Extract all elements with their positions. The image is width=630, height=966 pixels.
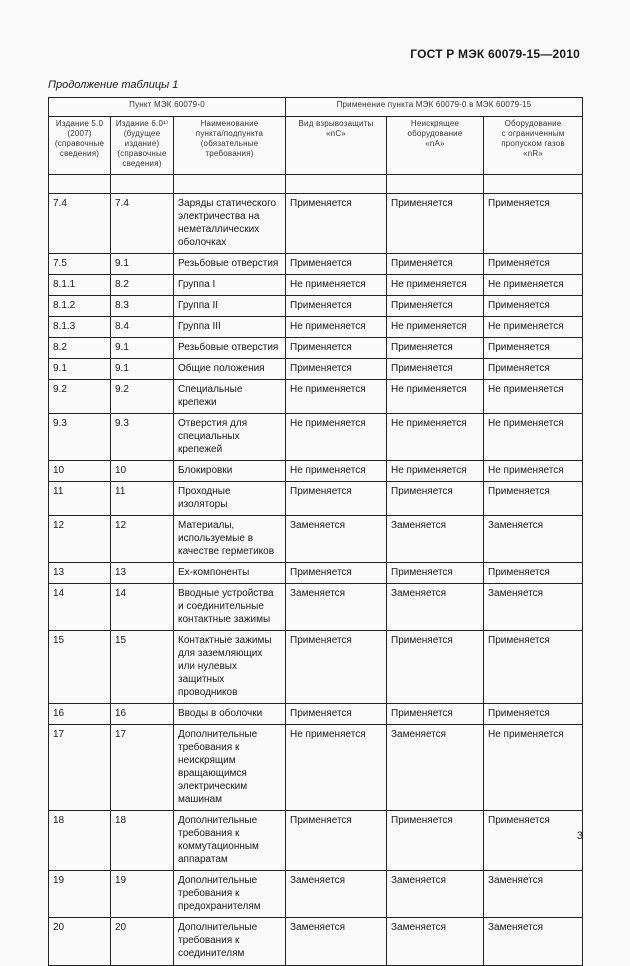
- cell-nc: Заменяется: [286, 584, 387, 631]
- table-row: [49, 871, 583, 918]
- cell-edition-5: 15: [49, 631, 111, 704]
- cell-edition-5: 13: [49, 563, 111, 584]
- cell-clause-name: Дополнительные требования к предохранителям: [174, 871, 286, 918]
- cell-nc: Не применяется: [286, 380, 387, 414]
- cell-nc: Применяется: [286, 811, 387, 871]
- cell-clause-name: Отверстия для специальных крепежей: [174, 414, 286, 461]
- cell-clause-name: Ех-компоненты: [174, 563, 286, 584]
- cell-nr: Применяется: [484, 194, 583, 254]
- cell-nr: Применяется: [484, 359, 583, 380]
- cell-nc: Не применяется: [286, 414, 387, 461]
- cell-nc: Применяется: [286, 296, 387, 317]
- cell-edition-5: 8.1.2: [49, 296, 111, 317]
- page-number: 3: [576, 830, 583, 842]
- cell-nr: Заменяется: [484, 584, 583, 631]
- clause-table: [48, 97, 583, 966]
- cell-na: Не применяется: [387, 414, 484, 461]
- cell-nc: Не применяется: [286, 317, 387, 338]
- cell-nc: Применяется: [286, 338, 387, 359]
- cell-na: Заменяется: [387, 516, 484, 563]
- cell-nr: Заменяется: [484, 918, 583, 966]
- cell-nc: Заменяется: [286, 516, 387, 563]
- cell-na: Не применяется: [387, 317, 484, 338]
- cell-nr: Применяется: [484, 704, 583, 725]
- cell-nc: Применяется: [286, 482, 387, 516]
- cell-edition-5: 8.1.1: [49, 275, 111, 296]
- cell-edition-5: 9.3: [49, 414, 111, 461]
- cell-nr: Заменяется: [484, 871, 583, 918]
- cell-nr: Не применяется: [484, 275, 583, 296]
- table-caption: Продолжение таблицы 1: [48, 79, 179, 91]
- column-header-edition-5: Издание 5.0 (2007) (справочные сведения): [49, 117, 111, 175]
- cell-nr: Не применяется: [484, 380, 583, 414]
- cell-edition-6: 9.3: [111, 414, 174, 461]
- cell-na: Заменяется: [387, 584, 484, 631]
- cell-edition-6: 15: [111, 631, 174, 704]
- cell-edition-5: 9.2: [49, 380, 111, 414]
- cell-edition-5: 8.2: [49, 338, 111, 359]
- cell-nr: Не применяется: [484, 317, 583, 338]
- cell-na: Не применяется: [387, 461, 484, 482]
- cell-nc: Применяется: [286, 254, 387, 275]
- cell-edition-6: 11: [111, 482, 174, 516]
- cell-nr: Применяется: [484, 296, 583, 317]
- cell-nc: Применяется: [286, 704, 387, 725]
- cell-nc: Заменяется: [286, 871, 387, 918]
- table-row: [49, 704, 583, 725]
- table-row: [49, 317, 583, 338]
- cell-clause-name: Контактные зажимы для заземляющих или нулевых защитных проводников: [174, 631, 286, 704]
- cell-edition-5: 18: [49, 811, 111, 871]
- cell-clause-name: Резьбовые отверстия: [174, 338, 286, 359]
- column-header-nc: Вид взрывозащиты «nC»: [286, 117, 387, 175]
- column-header-na: Неискрящее оборудование «nA»: [387, 117, 484, 175]
- cell-nr: Не применяется: [484, 461, 583, 482]
- cell-edition-5: 12: [49, 516, 111, 563]
- cell-edition-6: 19: [111, 871, 174, 918]
- cell-nr: Не применяется: [484, 725, 583, 811]
- cell-na: Применяется: [387, 254, 484, 275]
- cell-nc: Не применяется: [286, 725, 387, 811]
- cell-edition-6: 20: [111, 918, 174, 966]
- cell-edition-6: 18: [111, 811, 174, 871]
- cell-edition-5: 8.1.3: [49, 317, 111, 338]
- cell-edition-5: 11: [49, 482, 111, 516]
- cell-edition-6: 8.2: [111, 275, 174, 296]
- table-row: [49, 414, 583, 461]
- cell-clause-name: Общие положения: [174, 359, 286, 380]
- table-row: [49, 918, 583, 966]
- cell-nr: Применяется: [484, 631, 583, 704]
- cell-na: Заменяется: [387, 871, 484, 918]
- cell-na: Заменяется: [387, 918, 484, 966]
- cell-na: Применяется: [387, 359, 484, 380]
- cell-edition-5: 16: [49, 704, 111, 725]
- cell-na: Заменяется: [387, 725, 484, 811]
- table-row: [49, 631, 583, 704]
- cell-edition-6: 9.2: [111, 380, 174, 414]
- cell-edition-5: 7.4: [49, 194, 111, 254]
- table-row: [49, 194, 583, 254]
- table-row: [49, 275, 583, 296]
- cell-clause-name: Заряды статического электричества на неметаллических оболочках: [174, 194, 286, 254]
- table-row: [49, 811, 583, 871]
- table-row: [49, 584, 583, 631]
- cell-edition-6: 13: [111, 563, 174, 584]
- cell-edition-6: 16: [111, 704, 174, 725]
- cell-na: Не применяется: [387, 275, 484, 296]
- cell-na: Применяется: [387, 296, 484, 317]
- cell-edition-6: 9.1: [111, 254, 174, 275]
- cell-edition-5: 17: [49, 725, 111, 811]
- cell-clause-name: Дополнительные требования к неискрящим вращающимся электрическим машинам: [174, 725, 286, 811]
- cell-nr: Применяется: [484, 338, 583, 359]
- cell-edition-6: 8.3: [111, 296, 174, 317]
- cell-nc: Применяется: [286, 563, 387, 584]
- column-header-edition-6: Издание 6.0¹⁾ (будущее издание) (справочные сведения): [111, 117, 174, 175]
- cell-edition-5: 7.5: [49, 254, 111, 275]
- group-header-iec-clause: Пункт МЭК 60079-0: [49, 98, 286, 117]
- cell-edition-6: 12: [111, 516, 174, 563]
- table-row: [49, 461, 583, 482]
- table-row: [49, 254, 583, 275]
- cell-clause-name: Резьбовые отверстия: [174, 254, 286, 275]
- cell-edition-6: 10: [111, 461, 174, 482]
- cell-edition-5: 14: [49, 584, 111, 631]
- table-body: [49, 194, 583, 966]
- table-row: [49, 563, 583, 584]
- cell-clause-name: Вводные устройства и соединительные контактные зажимы: [174, 584, 286, 631]
- cell-clause-name: Специальные крепежи: [174, 380, 286, 414]
- cell-nr: Применяется: [484, 563, 583, 584]
- cell-edition-6: 9.1: [111, 359, 174, 380]
- cell-nc: Применяется: [286, 631, 387, 704]
- cell-clause-name: Группа III: [174, 317, 286, 338]
- cell-nc: Не применяется: [286, 275, 387, 296]
- cell-clause-name: Дополнительные требования к соединителям: [174, 918, 286, 966]
- cell-edition-5: 10: [49, 461, 111, 482]
- cell-edition-5: 19: [49, 871, 111, 918]
- cell-edition-6: 8.4: [111, 317, 174, 338]
- cell-nc: Применяется: [286, 194, 387, 254]
- cell-edition-6: 17: [111, 725, 174, 811]
- cell-edition-5: 20: [49, 918, 111, 966]
- cell-na: Применяется: [387, 338, 484, 359]
- header-spacer-row: [49, 175, 583, 194]
- cell-edition-6: 9.1: [111, 338, 174, 359]
- table-row: [49, 516, 583, 563]
- cell-clause-name: Вводы в оболочки: [174, 704, 286, 725]
- cell-clause-name: Материалы, используемые в качестве герметиков: [174, 516, 286, 563]
- cell-na: Применяется: [387, 704, 484, 725]
- column-header-nr: Оборудование с ограниченным пропуском газов «nR»: [484, 117, 583, 175]
- table-row: [49, 725, 583, 811]
- cell-na: Не применяется: [387, 380, 484, 414]
- cell-nr: Не применяется: [484, 414, 583, 461]
- cell-na: Применяется: [387, 194, 484, 254]
- cell-na: Применяется: [387, 811, 484, 871]
- cell-nc: Заменяется: [286, 918, 387, 966]
- cell-clause-name: Дополнительные требования к коммутационным аппаратам: [174, 811, 286, 871]
- cell-na: Применяется: [387, 631, 484, 704]
- cell-clause-name: Группа II: [174, 296, 286, 317]
- cell-na: Применяется: [387, 563, 484, 584]
- cell-nr: Применяется: [484, 482, 583, 516]
- table-row: [49, 296, 583, 317]
- cell-edition-6: 14: [111, 584, 174, 631]
- cell-nc: Применяется: [286, 359, 387, 380]
- cell-clause-name: Группа I: [174, 275, 286, 296]
- cell-nr: Применяется: [484, 254, 583, 275]
- cell-nc: Не применяется: [286, 461, 387, 482]
- cell-edition-5: 9.1: [49, 359, 111, 380]
- cell-edition-6: 7.4: [111, 194, 174, 254]
- document-id: ГОСТ Р МЭК 60079-15—2010: [410, 47, 580, 61]
- cell-nr: Применяется: [484, 811, 583, 871]
- cell-clause-name: Проходные изоляторы: [174, 482, 286, 516]
- column-header-clause-name: Наименование пункта/подпункта (обязательные требования): [174, 117, 286, 175]
- cell-clause-name: Блокировки: [174, 461, 286, 482]
- table-row: [49, 482, 583, 516]
- table-row: [49, 338, 583, 359]
- table-row: [49, 380, 583, 414]
- group-header-application: Применение пункта МЭК 60079-0 в МЭК 60079-15: [286, 98, 583, 117]
- cell-nr: Заменяется: [484, 516, 583, 563]
- table-row: [49, 359, 583, 380]
- cell-na: Применяется: [387, 482, 484, 516]
